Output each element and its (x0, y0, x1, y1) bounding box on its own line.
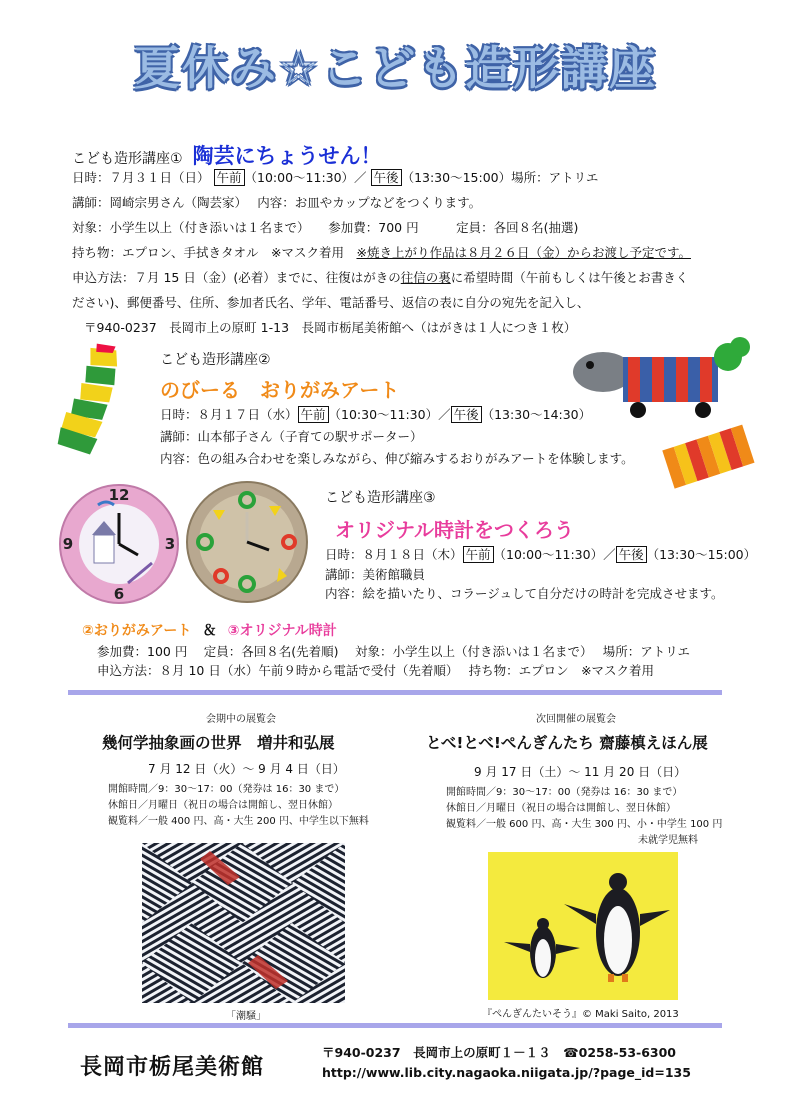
exhibit-next-caption: 『ぺんぎんたいそう』© Maki Saito, 2013 (482, 1009, 679, 1020)
course1-belongings-note: ※焼き上がり作品は８月２６日（金）からお渡し予定です。 (356, 245, 691, 260)
exhibit-current-closed: 休館日／月曜日（祝日の場合は開館し、翌日休館） (108, 800, 338, 811)
footer-url-link[interactable]: http://www.lib.city.nagaoka.niigata.jp/?page_id=135 (322, 1065, 691, 1080)
course2-am-badge: 午前 (298, 406, 329, 423)
common-apply: 申込方法：８月 10 日（水）午前９時から電話で受付（先着順） 持ち物：エプロン ※マスク着用 (97, 663, 655, 678)
course3-title: オリジナル時計をつくろう (335, 518, 574, 542)
course2-pm-badge: 午後 (451, 406, 482, 423)
exhibit-next-hours: 開館時間／9：30～17：00（発券は 16：30 まで） (446, 787, 683, 798)
exhibit-next-fee2: 未就学児無料 (638, 835, 698, 846)
clock1-number-3: 3 (164, 535, 176, 553)
course2-teacher: 講師：山本郁子さん（子育ての駅サポーター） (160, 429, 423, 444)
exhibit-current-label: 会期中の展覧会 (206, 714, 276, 725)
course2-content: 内容：色の組み合わせを楽しみながら、伸び縮みするおりがみアートを体験します。 (160, 451, 634, 466)
course1-date: 日時：７月３１日（日） 午前 （10:00～11:30）／ 午後 （13:30～15:00）場所：アトリエ (72, 170, 599, 185)
course3-content: 内容：絵を描いたり、コラージュして自分だけの時計を完成させます。 (325, 586, 724, 601)
clock1-number-12: 12 (108, 486, 130, 504)
course3-pm-badge: 午後 (616, 546, 647, 563)
course1-teacher: 講師：岡崎宗男さん（陶芸家） 内容：お皿やカップなどをつくります。 (72, 195, 482, 210)
course1-pm-badge: 午後 (371, 169, 402, 186)
course3-teacher: 講師：美術館職員 (325, 567, 426, 582)
clock1-number-9: 9 (62, 535, 74, 553)
course2-title: のびーる おりがみアート (160, 378, 400, 402)
exhibit-next-closed: 休館日／月曜日（祝日の場合は開館し、翌日休館） (446, 803, 676, 814)
footer-address: 〒940-0237 長岡市上の原町１－１３ ☎0258-53-6300 (322, 1045, 676, 1060)
course1-target: 対象：小学生以上（付き添いは１名まで） 参加費：700 円 定員：各回８名(抽選) (72, 220, 579, 235)
museum-name: 長岡市栃尾美術館 (80, 1055, 265, 1080)
dog-origami-image (568, 332, 758, 432)
exhibit-next-fee: 観覧料／一般 600 円、高・大生 300 円、小・中学生 100 円 (446, 819, 723, 830)
course1-belongings: 持ち物：エプロン、手拭きタオル ※マスク着用 ※焼き上がり作品は８月２６日（金）からお渡し予定です。 (72, 245, 691, 260)
geometric-painting-image (142, 843, 345, 1003)
common-fee: 参加費：100 円 定員：各回８名(先着順) 対象：小学生以上（付き添いは１名まで） 場所：アトリエ (97, 644, 691, 659)
caterpillar-origami-image (45, 342, 155, 467)
penguin-picture-image (488, 852, 678, 1000)
course1-heading (72, 140, 382, 170)
course1-apply-line3: 〒940-0237 長岡市上の原町 1-13 長岡市栃尾美術館へ（はがきは１人につき１枚） (84, 320, 577, 335)
course1-apply-line1: 申込方法：７月 15 日（金）(必着）までに、往復はがきの往信の裏に希望時間（午前もしくは午後とお書きく (72, 270, 689, 285)
common-heading: ②おりがみアート ＆ ③オリジナル時計 (82, 623, 337, 639)
course1-am-badge: 午前 (214, 169, 245, 186)
accordion-origami-image (660, 418, 760, 493)
clock-image-pink (58, 483, 180, 605)
course2-label: こども造形講座② (160, 352, 271, 368)
clock-image-cardboard (185, 480, 310, 605)
exhibit-current-caption: 「潮騒」 (226, 1011, 266, 1022)
exhibit-current-fee: 観覧料／一般 400 円、高・大生 200 円、中学生以下無料 (108, 816, 369, 827)
exhibit-next-label: 次回開催の展覧会 (536, 714, 616, 725)
exhibit-next-period: 9 月 17 日（土）～ 11 月 20 日（日） (474, 765, 687, 779)
course3-date: 日時：８月１８日（木） 午前 （10:00～11:30）／ 午後 （13:30～15:00） (325, 547, 757, 562)
course3-am-badge: 午前 (463, 546, 494, 563)
separator-top (68, 690, 722, 695)
course3-label: こども造形講座③ (325, 490, 436, 506)
exhibit-current-title: 幾何学抽象画の世界 増井和弘展 (102, 734, 335, 752)
course1-label: こども造形講座① (72, 151, 183, 167)
exhibit-next-title: とべ!とべ!ぺんぎんたち 齋藤槙えほん展 (426, 734, 708, 752)
course2-date: 日時：８月１７日（水） 午前 （10:30～11:30）／ 午後 （13:30～14:30） (160, 407, 592, 422)
page-title: 夏休み☆こども造形講座 (133, 41, 658, 95)
course1-title: 陶芸にちょうせん！ (192, 144, 382, 168)
separator-bottom (68, 1023, 722, 1028)
clock1-number-6: 6 (113, 585, 125, 603)
exhibit-current-period: 7 月 12 日（火）～ 9 月 4 日（日） (148, 762, 345, 776)
exhibit-current-hours: 開館時間／9：30～17：00（発券は 16：30 まで） (108, 784, 345, 795)
course1-apply-line2: ださい)、郵便番号、住所、参加者氏名、学年、電話番号、返信の表に自分の宛先を記入し、 (72, 295, 590, 310)
